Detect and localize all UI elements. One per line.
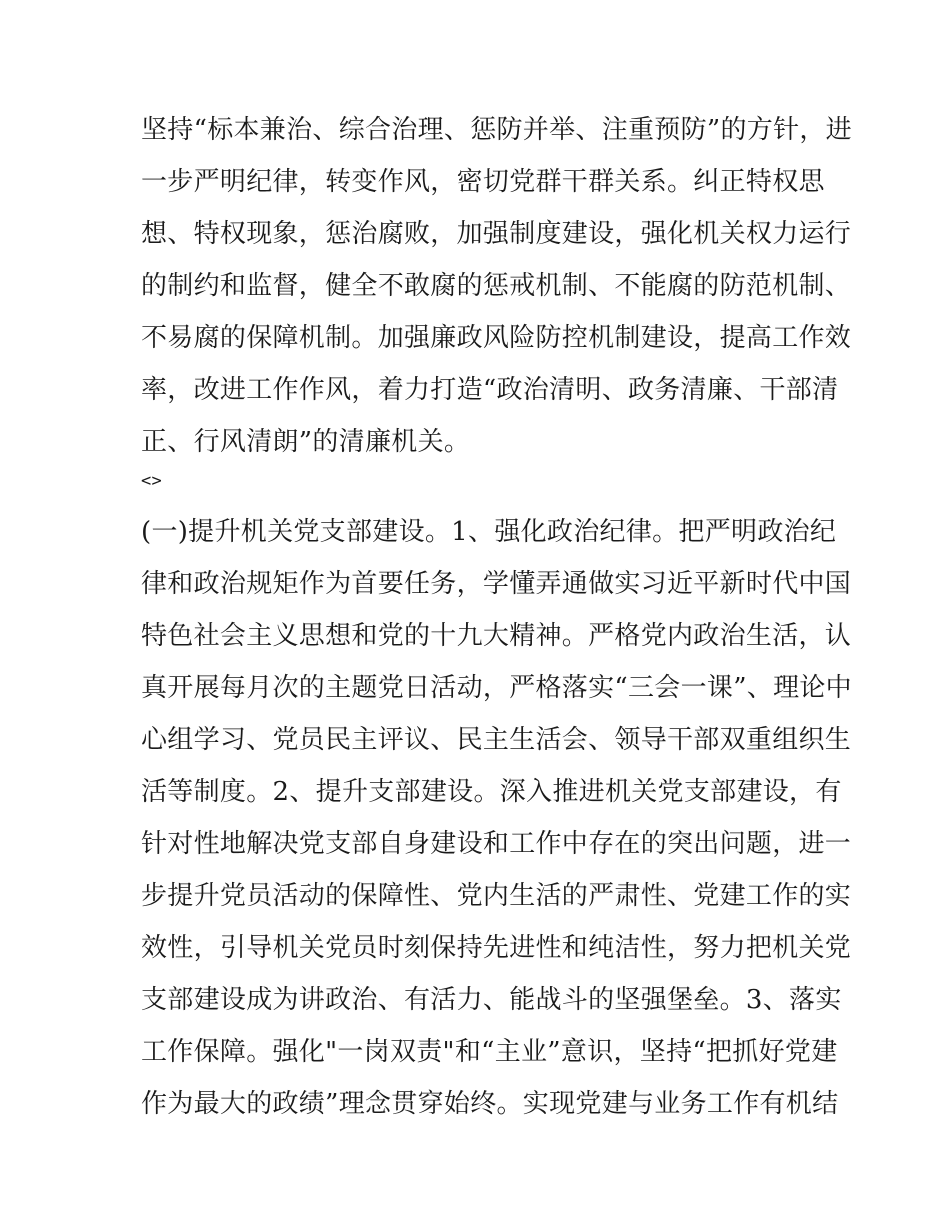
text-line: 活等制度。2、提升支部建设。深入推进机关党支部建设，有 <box>141 777 842 807</box>
section-marker: <> <box>141 471 163 491</box>
text-line: (一)提升机关党支部建设。1、强化政治纪律。把严明政治纪 <box>141 517 837 547</box>
text-line: 想、特权现象，惩治腐败，加强制度建设，强化机关权力运行 <box>141 219 852 249</box>
text-line: 正、行风清朗”的清廉机关。 <box>141 427 471 457</box>
text-line: 律和政治规矩作为首要任务，学懂弄通做实习近平新时代中国 <box>141 569 852 599</box>
text-line: 支部建设成为讲政治、有活力、能战斗的坚强堡垒。3、落实 <box>141 985 842 1015</box>
text-line: 作为最大的政绩”理念贯穿始终。实现党建与业务工作有机结 <box>141 1089 839 1119</box>
text-line: 心组学习、党员民主评议、民主生活会、领导干部双重组织生 <box>141 725 852 755</box>
text-line: 针对性地解决党支部自身建设和工作中存在的突出问题，进一 <box>141 829 852 859</box>
text-line: 特色社会主义思想和党的十九大精神。严格党内政治生活，认 <box>141 621 852 651</box>
text-line: 的制约和监督，健全不敢腐的惩戒机制、不能腐的防范机制、 <box>141 271 852 301</box>
text-line: 步提升党员活动的保障性、党内生活的严肃性、党建工作的实 <box>141 881 852 911</box>
text-line: 不易腐的保障机制。加强廉政风险防控机制建设，提高工作效 <box>141 323 852 353</box>
text-line: 坚持“标本兼治、综合治理、惩防并举、注重预防”的方针，进 <box>141 115 852 145</box>
text-line: 一步严明纪律，转变作风，密切党群干群关系。纠正特权思 <box>141 167 825 197</box>
text-line: 真开展每月次的主题党日活动，严格落实“三会一课”、理论中 <box>141 673 852 703</box>
text-line: 工作保障。强化"一岗双责"和“主业”意识，坚持“把抓好党建 <box>141 1037 838 1067</box>
text-line: 率，改进工作作风，着力打造“政治清明、政务清廉、干部清 <box>141 375 839 405</box>
text-line: 效性，引导机关党员时刻保持先进性和纯洁性，努力把机关党 <box>141 933 852 963</box>
